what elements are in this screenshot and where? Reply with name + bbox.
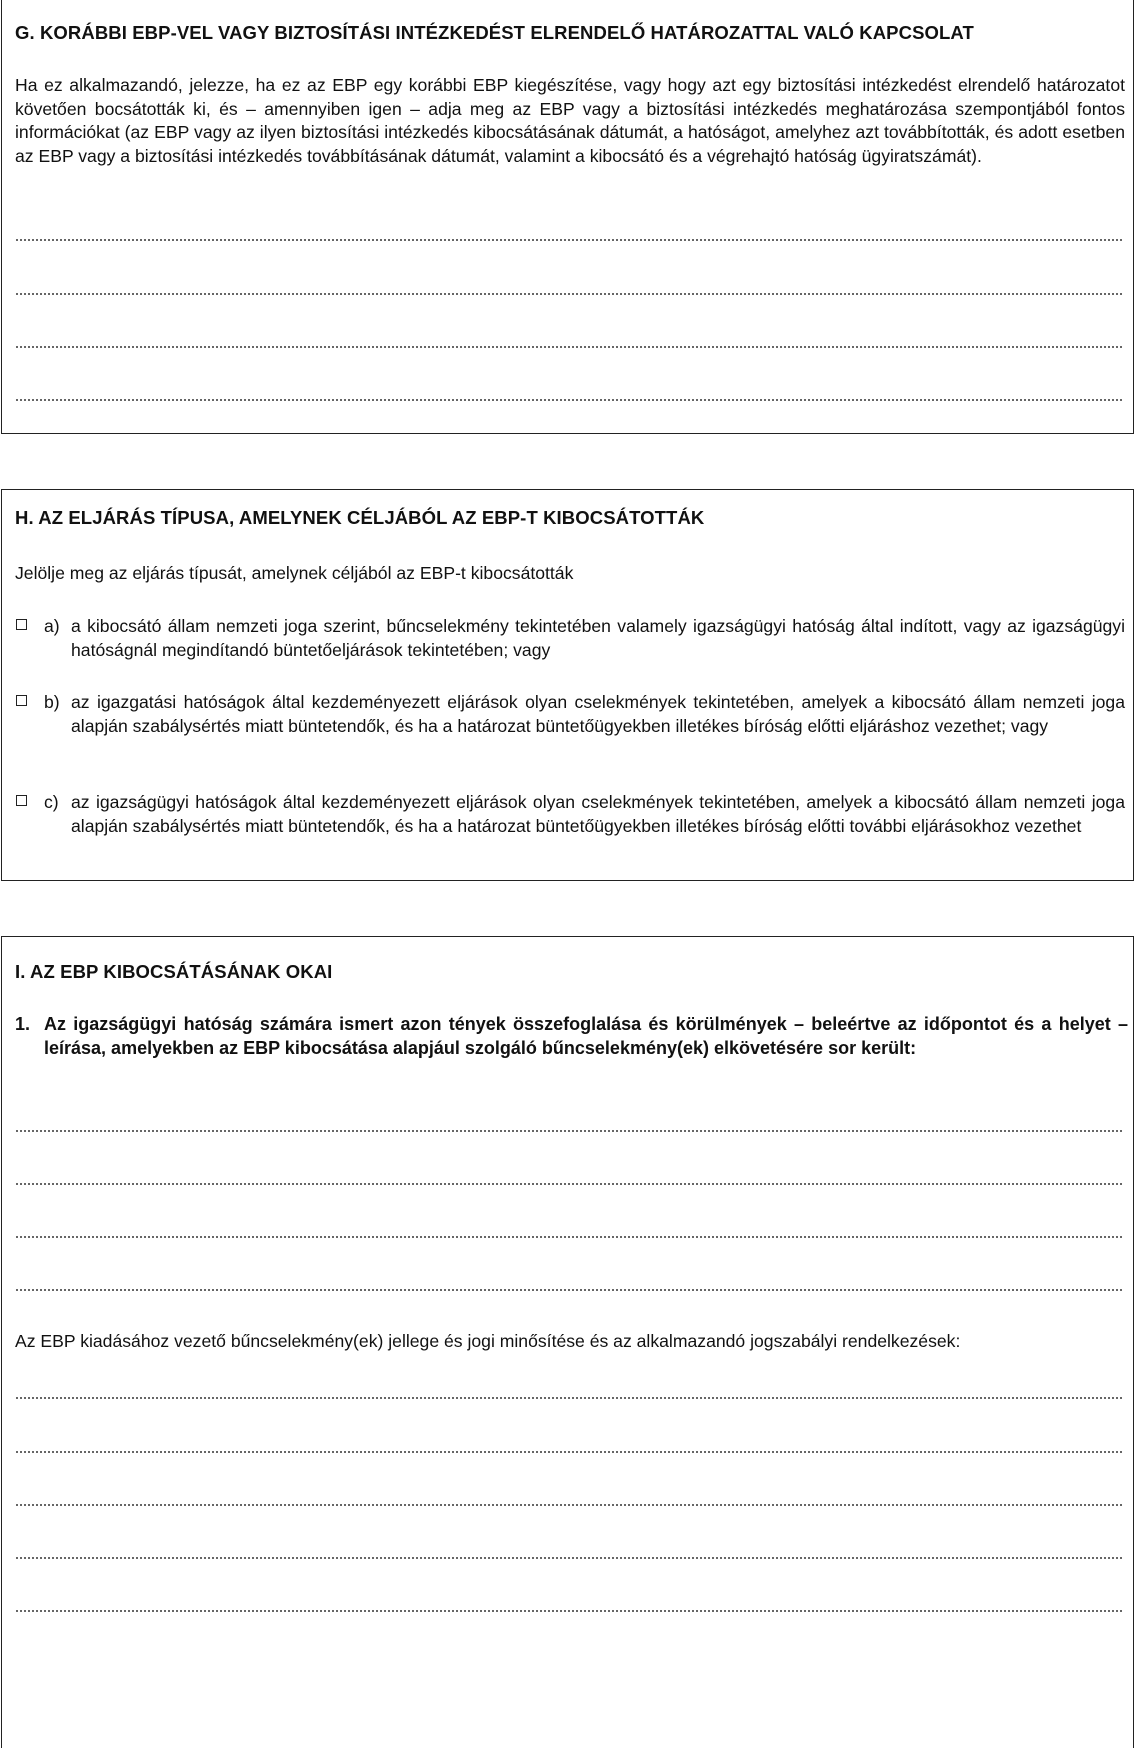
option-a-text: a kibocsátó állam nemzeti joga szerint, bűncselekmény tekintetében valamely igazságügyi hatóság által indított, vagy az igazságügyi hatóságnál megindítandó büntetőeljárások tekintetében; vagy	[71, 616, 1125, 660]
fill-line[interactable]	[15, 1236, 1123, 1238]
option-c-checkbox[interactable]	[16, 795, 27, 806]
legal-classification-prompt: Az EBP kiadásához vezető bűncselekmény(ek) jellege és jogi minősítése és az alkalmazandó jogszabályi rendelkezések:	[15, 1331, 961, 1351]
fill-line[interactable]	[15, 239, 1123, 241]
section-g-title: G. KORÁBBI EBP-VEL VAGY BIZTOSÍTÁSI INTÉZKEDÉST ELRENDELŐ HATÁROZATTAL VALÓ KAPCSOLAT	[15, 22, 974, 43]
option-c-text: az igazságügyi hatóságok által kezdeményezett eljárások olyan cselekmények tekintetében, amelyek a kibocsátó állam nemzeti joga alapján szabálysértés miatt büntetendők, és ha a határozat büntetőügyekben illetékes bíróság előtti további eljárásokhoz vezethet	[71, 792, 1125, 836]
option-c-letter: c)	[44, 792, 59, 812]
fill-line[interactable]	[15, 1504, 1123, 1506]
fill-line[interactable]	[15, 1451, 1123, 1453]
item-text: Az igazságügyi hatóság számára ismert azon tények összefoglalása és körülmények – beleértve az időpontot és a helyet – leírása, amelyekben az EBP kibocsátása alapjául szolgáló bűncselekmény(ek) elkövetésére sor került:	[44, 1014, 1128, 1058]
fill-line[interactable]	[15, 1557, 1123, 1559]
section-g	[1, 0, 1134, 434]
option-b-text: az igazgatási hatóságok által kezdeményezett eljárások olyan cselekmények tekintetében, amelyek a kibocsátó állam nemzeti joga alapján szabálysértés miatt büntetendők, és ha a határozat büntetőügyekben illetékes bíróság előtti eljáráshoz vezethet; vagy	[71, 692, 1125, 736]
option-b-letter: b)	[44, 692, 60, 712]
fill-line[interactable]	[15, 346, 1123, 348]
section-h-title: H. AZ ELJÁRÁS TÍPUSA, AMELYNEK CÉLJÁBÓL AZ EBP-T KIBOCSÁTOTTÁK	[15, 507, 705, 528]
option-b-checkbox[interactable]	[16, 695, 27, 706]
section-i	[1, 936, 1134, 1748]
fill-line[interactable]	[15, 399, 1123, 401]
fill-line[interactable]	[15, 1183, 1123, 1185]
option-a-letter: a)	[44, 616, 60, 636]
item-number: 1.	[15, 1014, 31, 1034]
fill-line[interactable]	[15, 1289, 1123, 1291]
fill-line[interactable]	[15, 1397, 1123, 1399]
fill-line[interactable]	[15, 293, 1123, 295]
fill-line[interactable]	[15, 1610, 1123, 1612]
fill-line[interactable]	[15, 1130, 1123, 1132]
section-g-instructions: Ha ez alkalmazandó, jelezze, ha ez az EBP egy korábbi EBP kiegészítése, vagy hogy azt egy biztosítási intézkedést elrendelő határozatot követően bocsátották ki, és – amennyiben igen – adja meg az EBP vagy a biztosítási intézkedés meghatározása szempontjából fontos információkat (az EBP vagy az ilyen biztosítási intézkedés kibocsátásának dátumát, a hatóságot, amelyhez azt továbbították, és adott esetben az EBP vagy a biztosítási intézkedés továbbításának dátumát, valamint a kibocsátó és a végrehajtó hatóság ügyiratszámát).	[15, 75, 1125, 166]
option-a-checkbox[interactable]	[16, 619, 27, 630]
section-i-title: I. AZ EBP KIBOCSÁTÁSÁNAK OKAI	[15, 961, 333, 982]
section-h-intro: Jelölje meg az eljárás típusát, amelynek céljából az EBP-t kibocsátották	[15, 563, 574, 583]
section-h	[1, 489, 1134, 881]
